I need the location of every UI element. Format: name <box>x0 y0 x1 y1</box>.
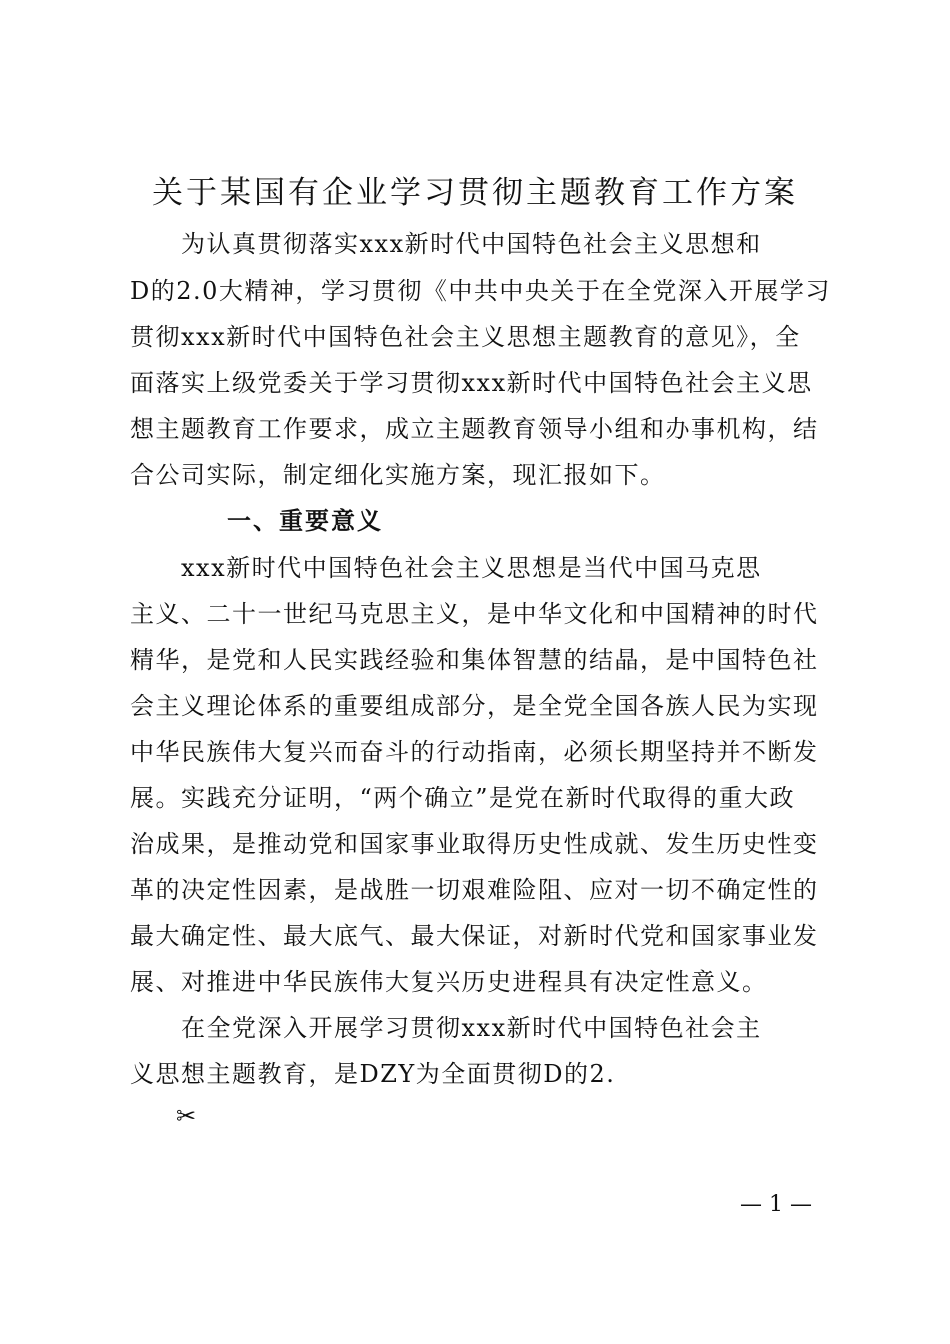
document-title: 关于某国有企业学习贯彻主题教育工作方案 <box>152 175 798 211</box>
section1-p1-line-4: 会主义理论体系的重要组成部分，是全党全国各族人民为实现 <box>130 692 819 720</box>
section1-p1-line-6: 展。实践充分证明，“两个确立”是党在新时代取得的重大政 <box>130 784 796 812</box>
intro-line-6: 合公司实际，制定细化实施方案，现汇报如下。 <box>130 461 666 489</box>
intro-line-4: 面落实上级党委关于学习贯彻xxx新时代中国特色社会主义思 <box>130 369 813 397</box>
section1-p2-line-1: 在全党深入开展学习贯彻xxx新时代中国特色社会主 <box>130 1014 762 1042</box>
section-heading-importance: 一、重要意义 <box>227 506 383 535</box>
section1-p1-line-5: 中华民族伟大复兴而奋斗的行动指南，必须长期坚持并不断发 <box>130 738 819 766</box>
section1-p1-line-1: xxx新时代中国特色社会主义思想是当代中国马克思 <box>130 554 762 582</box>
section1-p1-line-3: 精华，是党和人民实践经验和集体智慧的结晶，是中国特色社 <box>130 646 819 674</box>
intro-line-2: D的2.0大精神，学习贯彻《中共中央关于在全党深入开展学习 <box>130 277 831 305</box>
section1-p1-line-10: 展、对推进中华民族伟大复兴历史进程具有决定性意义。 <box>130 968 768 996</box>
section1-p1-line-2: 主义、二十一世纪马克思主义，是中华文化和中国精神的时代 <box>130 600 819 628</box>
section1-p1-line-8: 革的决定性因素，是战胜一切艰难险阻、应对一切不确定性的 <box>130 876 819 904</box>
section1-p1-line-7: 治成果，是推动党和国家事业取得历史性成就、发生历史性变 <box>130 830 819 858</box>
page-number: — 1 — <box>740 1192 812 1217</box>
section1-p1-line-9: 最大确定性、最大底气、最大保证，对新时代党和国家事业发 <box>130 922 819 950</box>
intro-line-5: 想主题教育工作要求，成立主题教育领导小组和办事机构，结 <box>130 415 819 443</box>
section1-p2-line-2: 义思想主题教育，是DZY为全面贯彻D的2. <box>130 1060 616 1088</box>
intro-line-1: 为认真贯彻落实xxx新时代中国特色社会主义思想和 <box>130 230 762 258</box>
intro-line-3: 贯彻xxx新时代中国特色社会主义思想主题教育的意见》，全 <box>130 323 801 351</box>
scissors-icon: ✂ <box>176 1102 197 1130</box>
